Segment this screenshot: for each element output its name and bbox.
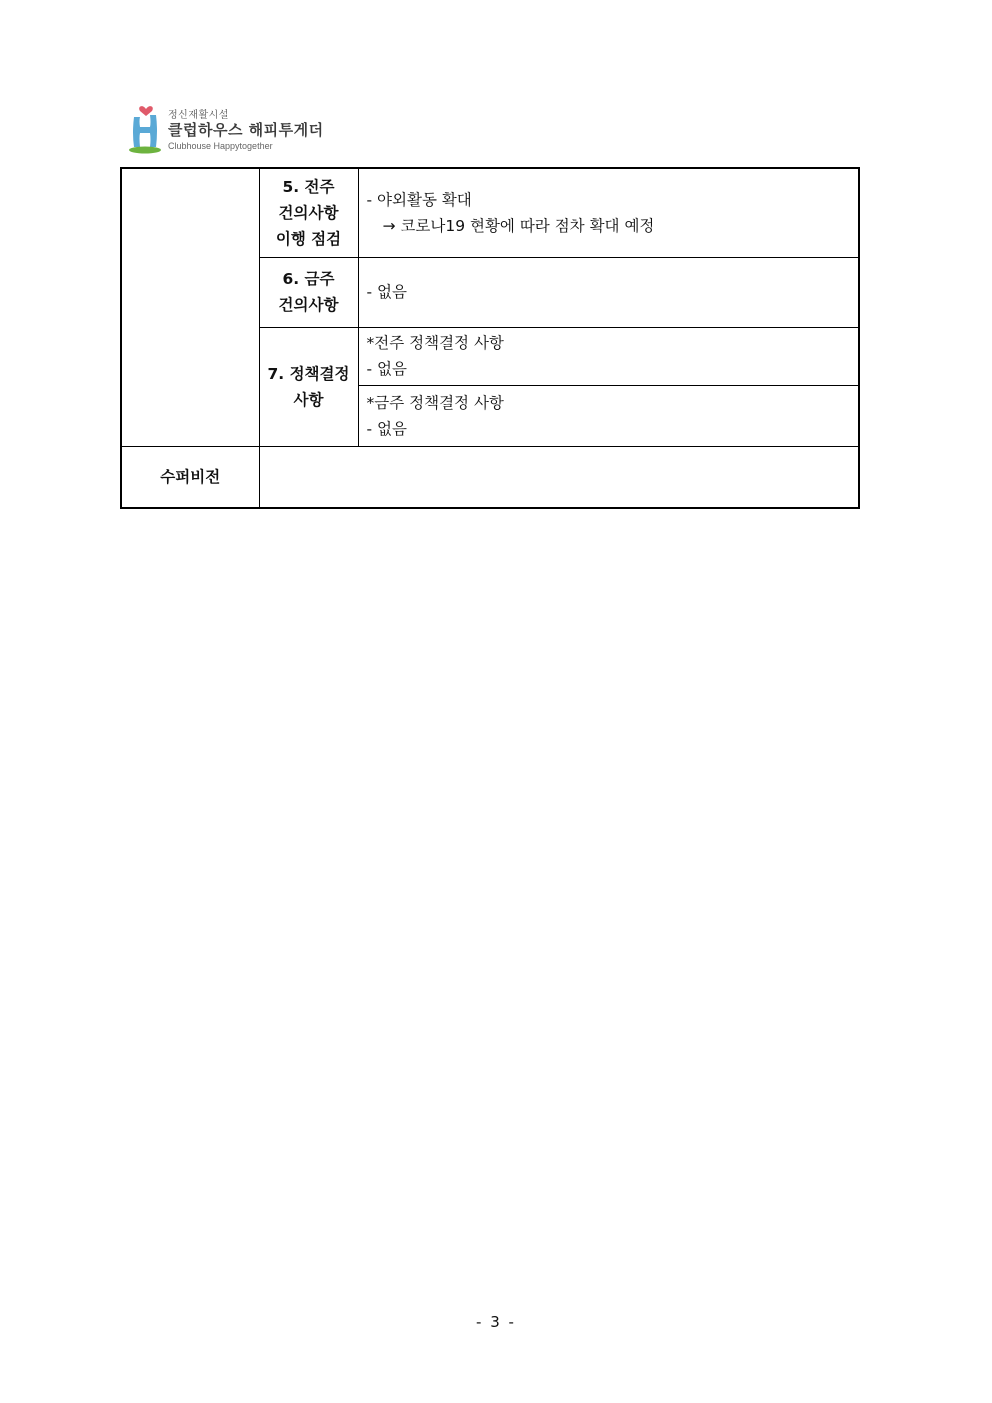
row5-label: 5. 전주 건의사항 이행 점검 (259, 168, 358, 257)
logo-h-icon (128, 103, 164, 155)
vision-content (259, 446, 859, 508)
table-row-5 (121, 168, 859, 257)
row7-content-current: *금주 정책결정 사항 - 없음 (358, 385, 859, 446)
vision-label: 수퍼비전 (121, 446, 259, 508)
logo-subtitle: 정신재활시설 (168, 110, 229, 121)
row6-label: 6. 금주 건의사항 (259, 257, 358, 327)
row7-content-previous: *전주 정책결정 사항 - 없음 (358, 327, 859, 385)
logo-english: Clubhouse Happytogether (168, 141, 273, 151)
empty-section-cell (121, 168, 259, 446)
row5-content: - 야외활동 확대 → 코로나19 현황에 따라 점차 확대 예정 (358, 168, 859, 257)
minutes-table (120, 167, 860, 509)
logo-title: 클럽하우스 해피투게더 (168, 121, 324, 139)
clubhouse-logo (128, 103, 328, 155)
row6-content: - 없음 (358, 257, 859, 327)
row7-label: 7. 정책결정 사항 (259, 327, 358, 446)
page-number: - 3 - (476, 1313, 516, 1331)
table-row-vision (121, 446, 859, 508)
